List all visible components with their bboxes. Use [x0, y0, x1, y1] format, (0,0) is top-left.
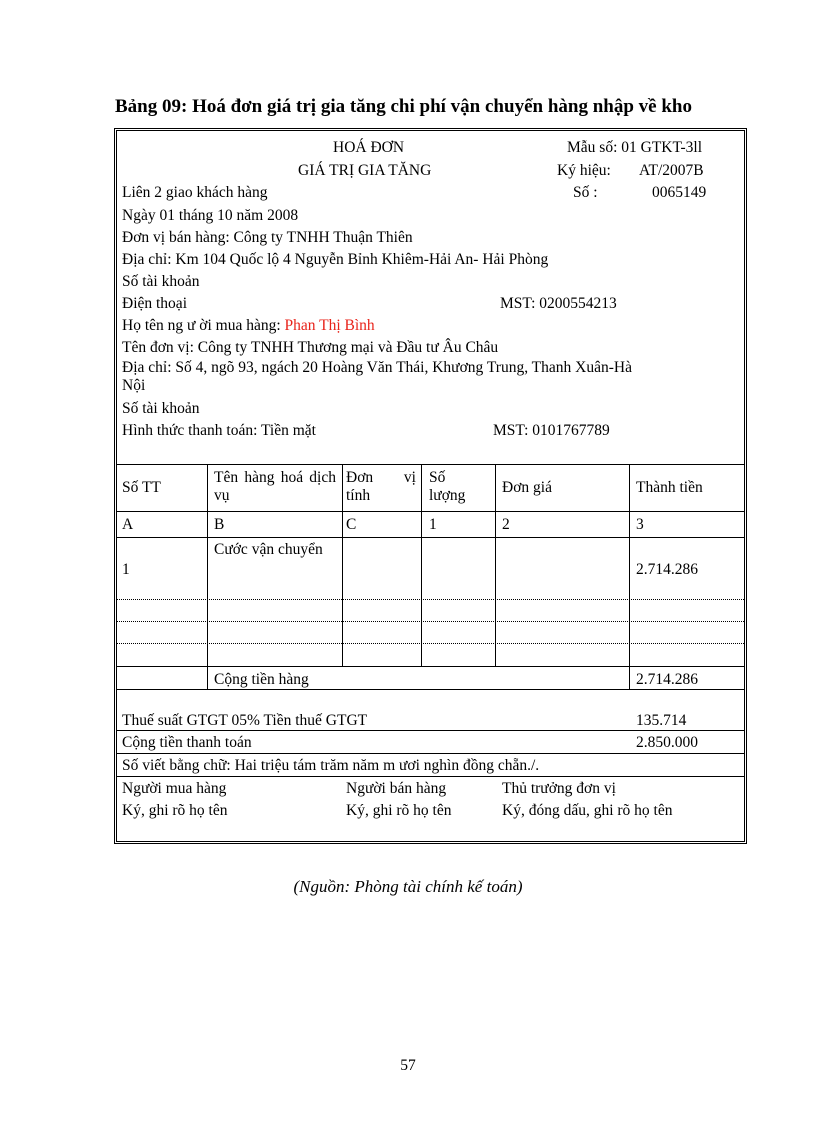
column-divider: [421, 464, 422, 666]
vat-label: Thuế suất GTGT 05% Tiền thuế GTGT: [122, 712, 368, 729]
copy-label: Liên 2 giao khách hàng: [122, 184, 268, 201]
code-cell: C: [346, 516, 357, 533]
buyer-name-row: [122, 317, 375, 335]
seller-address: Địa chỉ: Km 104 Quốc lộ 4 Nguyễn Bỉnh Khiêm-Hải An- Hải Phòng: [122, 251, 549, 268]
column-divider: [207, 464, 208, 689]
words-bottom-border: [117, 776, 744, 777]
goods-total-label: Cộng tiền hàng: [214, 671, 309, 688]
signature-buyer: Người mua hàng: [122, 780, 227, 797]
seller-tax-code: MST: 0200554213: [500, 295, 617, 312]
payment-total-label: Cộng tiền thanh toán: [122, 734, 252, 751]
payment-method: Hình thức thanh toán: Tiền mặt: [122, 422, 316, 439]
invoice-date: Ngày 01 tháng 10 năm 2008: [122, 207, 299, 224]
code-cell: 3: [636, 516, 644, 533]
rows-bottom-border: [117, 666, 744, 667]
header-cell-amount: Thành tiền: [636, 479, 703, 496]
table-top-border: [117, 464, 744, 465]
invoice-number-label: Số :: [573, 184, 598, 201]
seller-phone: Điện thoại: [122, 295, 187, 312]
signature-head: Thủ trưởng đơn vị: [502, 780, 616, 797]
header-cell-unit: Đơn vị tính: [346, 469, 416, 504]
code-cell: 1: [429, 516, 437, 533]
symbol-value: AT/2007B: [639, 162, 704, 179]
payment-total-bottom-border: [117, 753, 744, 754]
page-title: Bảng 09: Hoá đơn giá trị gia tăng chi phí vận chuyển hàng nhập về kho: [115, 96, 692, 117]
buyer-tax-code: MST: 0101767789: [493, 422, 610, 439]
page-number: 57: [400, 1057, 416, 1074]
amount-in-words: Số viết bằng chữ: Hai triệu tám trăm năm m ươi nghìn đồng chẵn./.: [122, 757, 540, 774]
vat-bottom-border: [117, 730, 744, 731]
invoice-number: 0065149: [652, 184, 707, 201]
seller-account: Số tài khoản: [122, 273, 200, 290]
header-cell-name: Tên hàng hoá dịch vụ: [214, 469, 336, 504]
row-divider: [117, 621, 744, 622]
signature-buyer-note: Ký, ghi rõ họ tên: [122, 802, 228, 819]
buyer-address-line2: Nội: [122, 377, 146, 394]
vat-value: 135.714: [636, 712, 687, 729]
buyer-address-line1: Địa chỉ: Số 4, ngõ 93, ngách 20 Hoàng Văn Thái, Khương Trung, Thanh Xuân-Hà: [122, 359, 632, 376]
signature-head-note: Ký, đóng dấu, ghi rõ họ tên: [502, 802, 673, 819]
header-cell-qty: Số lượng: [429, 469, 466, 504]
column-divider: [629, 464, 630, 689]
column-divider: [342, 464, 343, 666]
codes-bottom-border: [117, 537, 744, 538]
buyer-unit: Tên đơn vị: Công ty TNHH Thương mại và Đầu tư Âu Châu: [122, 339, 499, 356]
column-divider: [495, 464, 496, 666]
code-cell: B: [214, 516, 225, 533]
code-cell: 2: [502, 516, 510, 533]
invoice-subheading: GIÁ TRỊ GIA TĂNG: [298, 162, 432, 179]
signature-seller-note: Ký, ghi rõ họ tên: [346, 802, 452, 819]
row-divider: [117, 599, 744, 600]
header-cell-stt: Số TT: [122, 479, 161, 496]
invoice-frame: [114, 128, 747, 844]
buyer-name-label: Họ tên ng ư ời mua hàng:: [122, 317, 281, 334]
payment-total-value: 2.850.000: [636, 734, 698, 751]
source-caption: (Nguồn: Phòng tài chính kế toán): [293, 877, 523, 896]
form-number: Mẫu số: 01 GTKT-3ll: [567, 139, 703, 156]
signature-seller: Người bán hàng: [346, 780, 447, 797]
symbol-label: Ký hiệu:: [557, 162, 611, 179]
goods-total-value: 2.714.286: [636, 671, 698, 688]
item-name: Cước vận chuyển: [214, 541, 323, 558]
buyer-account: Số tài khoản: [122, 400, 200, 417]
item-stt: 1: [122, 561, 130, 578]
invoice-heading: HOÁ ĐƠN: [333, 139, 405, 156]
seller-name: Đơn vị bán hàng: Công ty TNHH Thuận Thiên: [122, 229, 413, 246]
goods-total-bottom-border: [117, 689, 744, 690]
row-divider: [117, 643, 744, 644]
buyer-address: [122, 359, 736, 377]
buyer-name: Phan Thị Bình: [284, 317, 375, 334]
header-bottom-border: [117, 511, 744, 512]
item-amount: 2.714.286: [636, 561, 698, 578]
header-cell-price: Đơn giá: [502, 479, 552, 496]
code-cell: A: [122, 516, 134, 533]
